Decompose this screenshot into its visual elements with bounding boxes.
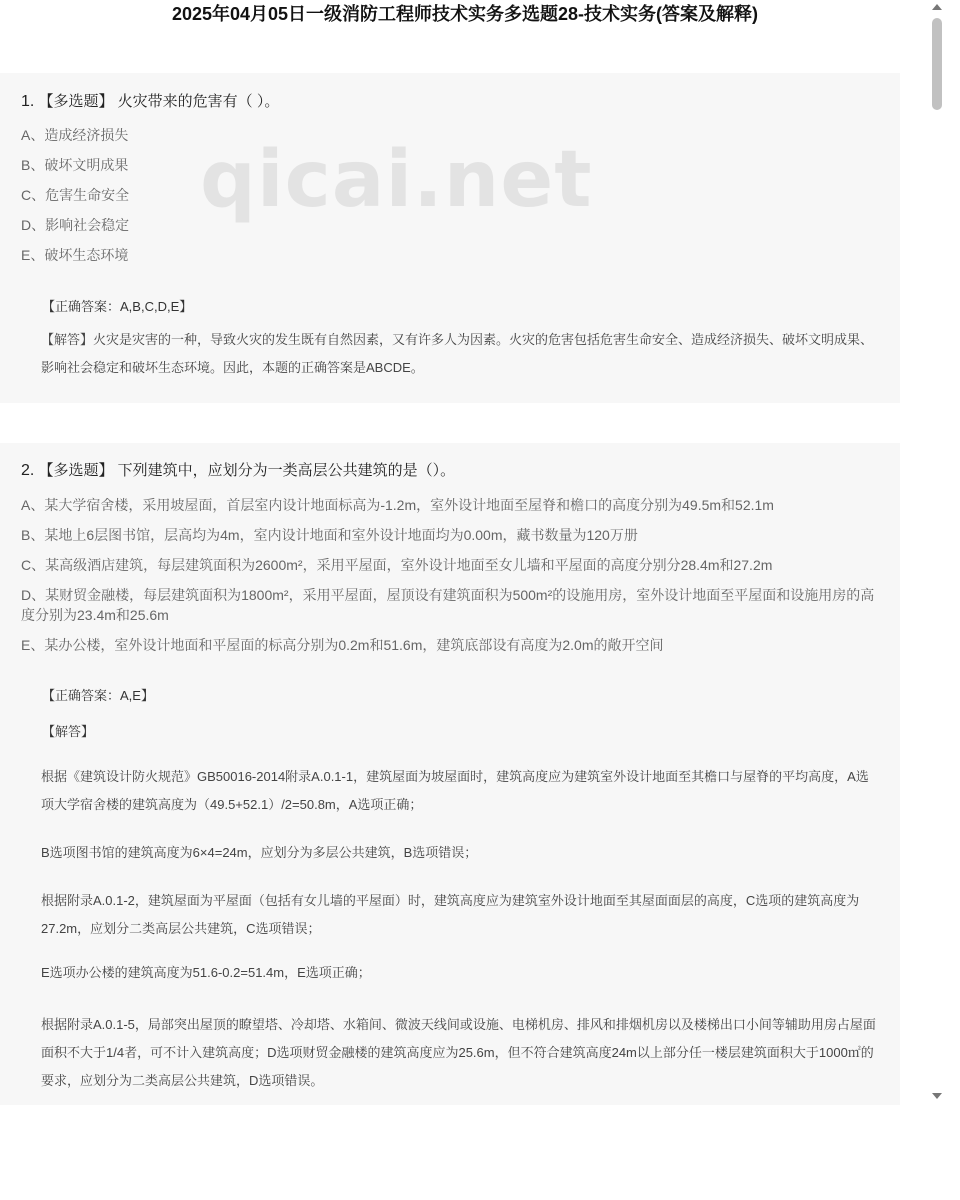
scroll-up-arrow-icon[interactable] [932,4,942,10]
vertical-scrollbar[interactable] [929,0,946,1105]
option-b: B、某地上6层图书馆，层高均为4m，室内设计地面和室外设计地面均为0.00m，藏书数量为120万册 [21,527,638,543]
question-number: 1. [21,93,35,110]
question-card-1 [0,73,900,403]
explanation-paragraph-4: E选项办公楼的建筑高度为51.6-0.2=51.4m，E选项正确； [41,965,371,980]
option-d: D、某财贸金融楼，每层建筑面积为1800m²，采用平屋面，屋顶设有建筑面积为500m²的设施用房，室外设计地面至平屋面和设施用房的高度分别为23.4m和25.6m [21,587,875,623]
correct-answer: 【正确答案：A,B,C,D,E】 [42,299,193,314]
explanation-paragraph-3: 根据附录A.0.1-2，建筑屋面为平屋面（包括有女儿墙的平屋面）时，建筑高度应为建筑室外设计地面至其屋面面层的高度，C选项的建筑高度为27.2m，应划分二类高层公共建筑，C选项错误； [41,893,860,936]
option-a: A、某大学宿舍楼，采用坡屋面，首层室内设计地面标高为-1.2m，室外设计地面至屋脊和檐口的高度分别为49.5m和52.1m [21,497,774,513]
option-a: A、造成经济损失 [21,127,129,143]
option-e: E、某办公楼，室外设计地面和平屋面的标高分别为0.2m和51.6m，建筑底部设有高度为2.0m的敞开空间 [21,637,664,653]
correct-answer: 【正确答案：A,E】 [42,688,154,703]
question-stem [21,459,455,480]
page-title: 2025年04月05日一级消防工程师技术实务多选题28-技术实务(答案及解释) [171,4,759,24]
explanation-paragraph-2: B选项图书馆的建筑高度为6×4=24m，应划分为多层公共建筑，B选项错误； [41,845,478,860]
explanation-label: 【解答】 [41,332,94,347]
question-stem [21,90,279,111]
explanation [41,326,878,382]
option-e: E、破坏生态环境 [21,247,129,263]
explanation-label: 【解答】 [42,724,95,739]
question-number: 2. [21,462,35,479]
option-c: C、危害生命安全 [21,187,130,203]
scrollbar-thumb[interactable] [932,18,942,110]
question-text: 【多选题】 下列建筑中，应划分为一类高层公共建筑的是（）。 [38,462,456,479]
option-d: D、影响社会稳定 [21,217,130,233]
explanation-paragraph-5: 根据附录A.0.1-5，局部突出屋顶的瞭望塔、冷却塔、水箱间、微波天线间或设施、电梯机房、排风和排烟机房以及楼梯出口小间等辅助用房占屋面面积不大于1/4者，可不计入建筑高度；D选项财贸金融楼的建筑高度应为25.6m，但不符合建筑高度24m以上部分任一楼层建筑面积大于1000㎡的要求，应划分为二类高层公共建筑，D选项错误。 [41,1017,876,1088]
explanation-text: 火灾是灾害的一种，导致火灾的发生既有自然因素，又有许多人为因素。火灾的危害包括危害生命安全、造成经济损失、破坏文明成果、影响社会稳定和破坏生态环境。因此，本题的正确答案是ABCDE。 [41,332,874,375]
question-text: 【多选题】 火灾带来的危害有（ ）。 [38,93,280,110]
option-b: B、破坏文明成果 [21,157,129,173]
explanation-paragraph-1: 根据《建筑设计防火规范》GB50016-2014附录A.0.1-1，建筑屋面为坡屋面时，建筑高度应为建筑室外设计地面至其檐口与屋脊的平均高度，A选项大学宿舍楼的建筑高度为（49.5+52.1）/2=50.8m，A选项正确； [41,769,869,812]
option-c: C、某高级酒店建筑，每层建筑面积为2600m²，采用平屋面，室外设计地面至女儿墙和平屋面的高度分别分28.4m和27.2m [21,557,773,573]
question-card-2 [0,443,900,1105]
scroll-down-arrow-icon[interactable] [932,1093,942,1099]
